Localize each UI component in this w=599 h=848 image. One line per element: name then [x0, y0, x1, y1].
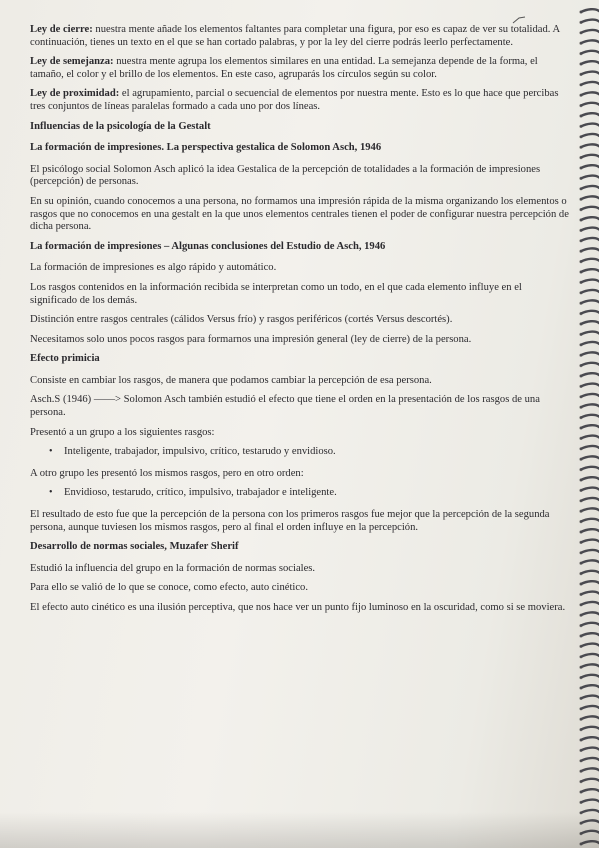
- spiral-coil: [581, 196, 599, 199]
- spiral-coil: [581, 404, 599, 407]
- spiral-coil: [581, 134, 599, 137]
- spiral-coil: [581, 602, 599, 605]
- body-paragraph: Necesitamos solo unos pocos rasgos para formarnos una impresión general (ley de cierre) de la persona.: [30, 333, 472, 345]
- spiral-coil: [581, 332, 599, 335]
- spiral-coil: [581, 529, 599, 532]
- definition-text: el agrupamiento, parcial o secuencial de elementos por nuestra mente. Esto es lo que hace que percibas tres conjuntos de líneas paralelas formado a cada uno por dos líneas.: [30, 88, 559, 112]
- spiral-coil: [581, 321, 599, 324]
- spiral-coil: [581, 144, 599, 147]
- spiral-coil: [581, 800, 599, 803]
- spiral-coil: [581, 269, 599, 272]
- spiral-coil: [581, 238, 599, 241]
- spiral-coil: [581, 311, 599, 314]
- spiral-coil: [581, 82, 599, 85]
- spiral-coil: [581, 186, 599, 189]
- spiral-coil: [581, 560, 599, 563]
- spiral-coil: [581, 737, 599, 740]
- spiral-coil: [581, 446, 599, 449]
- spiral-coil: [581, 831, 599, 834]
- definition-term: Ley de proximidad:: [30, 88, 120, 100]
- spiral-coil: [581, 664, 599, 667]
- spiral-coil: [581, 456, 599, 459]
- spiral-coil: [581, 92, 599, 95]
- spiral-coil: [581, 758, 599, 761]
- spiral-coil: [581, 706, 599, 709]
- spiral-coil: [581, 810, 599, 813]
- spiral-coil: [581, 248, 599, 251]
- pen-mark-icon: [512, 16, 526, 24]
- body-paragraph: Distinción entre rasgos centrales (cálidos Versus frío) y rasgos periféricos (cortés Versus descortés).: [30, 314, 453, 326]
- spiral-coil: [581, 467, 599, 470]
- definition-term: Ley de semejanza:: [30, 56, 114, 68]
- definition-text: nuestra mente agrupa los elementos similares en una entidad. La semejanza depende de la forma, el tamaño, el color y el brillo de los elementos. En este caso, agruparás los círculos según su color.: [30, 56, 538, 80]
- spiral-coil: [581, 488, 599, 491]
- spiral-coil: [581, 654, 599, 657]
- spiral-coil: [581, 51, 599, 54]
- definition-paragraph: [30, 56, 570, 81]
- spiral-coil: [581, 612, 599, 615]
- spiral-coil: [581, 217, 599, 220]
- spiral-binding-icon: [559, 0, 599, 848]
- bullet-item: [30, 487, 570, 500]
- spiral-coil: [581, 716, 599, 719]
- spiral-coil: [581, 550, 599, 553]
- body-paragraph: Consiste en cambiar los rasgos, de manera que podamos cambiar la percepción de esa persona.: [30, 374, 432, 386]
- spiral-coil: [581, 165, 599, 168]
- spiral-coil: [581, 592, 599, 595]
- spiral-coil: [581, 342, 599, 345]
- spiral-coil: [581, 768, 599, 771]
- spiral-coil: [581, 207, 599, 210]
- spiral-coil: [581, 352, 599, 355]
- body-paragraph: Asch.S (1946) ——> Solomon Asch también estudió el efecto que tiene el orden en la presentación de los rasgos de una persona.: [30, 394, 540, 419]
- spiral-coil: [581, 841, 599, 844]
- body-paragraph: A otro grupo les presentó los mismos rasgos, pero en otro orden:: [30, 467, 304, 479]
- spiral-coil: [581, 373, 599, 376]
- spiral-coil: [581, 290, 599, 293]
- spiral-coil: [581, 789, 599, 792]
- spiral-coil: [581, 498, 599, 501]
- body-paragraph: Para ello se valió de lo que se conoce, como efecto, auto cinético.: [30, 582, 308, 594]
- spiral-coil: [581, 300, 599, 303]
- definition-text: nuestra mente añade los elementos faltantes para completar una figura, por eso es capaz de ver su totalidad. A continuación, tienes un texto en el que se han cortado palabras, y por la ley del cierre podrás leerlo perfectamente.: [30, 24, 560, 48]
- bullet-text: Inteligente, trabajador, impulsivo, crítico, testarudo y envidioso.: [64, 446, 336, 458]
- body-paragraph: El efecto auto cinético es una ilusión perceptiva, que nos hace ver un punto fijo luminoso en la oscuridad, como si se moviera.: [30, 602, 566, 613]
- spiral-coil: [581, 436, 599, 439]
- spiral-coil: [581, 124, 599, 127]
- definition-term: Ley de cierre:: [30, 24, 93, 35]
- spiral-coil: [581, 113, 599, 116]
- body-paragraph: La formación de impresiones es algo rápido y automático.: [30, 262, 277, 274]
- spiral-coil: [581, 40, 599, 43]
- spiral-coil: [581, 633, 599, 636]
- definition-paragraph: [30, 24, 570, 49]
- body-paragraph: En su opinión, cuando conocemos a una persona, no formamos una impresión rápida de la misma organizando los elementos o rasgos que no conocemos en una gestalt en la que unos elementos centrales tienen el poder de configurar nuestra percepción de dicha persona.: [30, 195, 569, 233]
- spiral-coil: [581, 685, 599, 688]
- spiral-coil: [581, 425, 599, 428]
- section-heading: Desarrollo de normas sociales, Muzafer Sherif: [30, 541, 239, 553]
- spiral-coil: [581, 540, 599, 543]
- spiral-coil: [581, 519, 599, 522]
- spiral-coil: [581, 280, 599, 283]
- spiral-coil: [581, 571, 599, 574]
- spiral-coil: [581, 623, 599, 626]
- spiral-coil: [581, 228, 599, 231]
- bullet-text: Envidioso, testarudo, crítico, impulsivo, trabajador e inteligente.: [64, 487, 337, 499]
- bullet-icon: •: [49, 487, 53, 499]
- spiral-coil: [581, 820, 599, 823]
- bullet-icon: •: [49, 446, 53, 458]
- spiral-coil: [581, 727, 599, 730]
- spiral-coil: [581, 779, 599, 782]
- spiral-coil: [581, 644, 599, 647]
- document-body: [30, 24, 570, 622]
- body-paragraph: El psicólogo social Solomon Asch aplicó la idea Gestalica de la percepción de totalidades a la formación de impresiones (percepción) de personas.: [30, 163, 541, 188]
- spiral-coil: [581, 30, 599, 33]
- bullet-item: [30, 446, 570, 459]
- spiral-coil: [581, 748, 599, 751]
- spiral-coil: [581, 103, 599, 106]
- body-paragraph: Estudió la influencia del grupo en la formación de normas sociales.: [30, 562, 316, 574]
- spiral-coil: [581, 259, 599, 262]
- spiral-coil: [581, 675, 599, 678]
- body-paragraph: El resultado de esto fue que la percepción de la persona con los primeros rasgos fue mejor que la percepción de la segunda persona, aunque tuviesen los mismos rasgos, pero al final el orden influye en la percepción.: [30, 509, 550, 533]
- spiral-coil: [581, 394, 599, 397]
- section-heading: Influencias de la psicología de la Gestalt: [30, 120, 211, 132]
- spiral-coil: [581, 696, 599, 699]
- spiral-coil: [581, 581, 599, 584]
- definition-paragraph: [30, 88, 570, 113]
- spiral-coil: [581, 61, 599, 64]
- body-paragraph: Presentó a un grupo a los siguientes rasgos:: [30, 426, 215, 438]
- body-paragraph: Los rasgos contenidos en la información recibida se interpretan como un todo, en el que cada elemento influye en el significado de los demás.: [30, 281, 522, 306]
- spiral-coil: [581, 384, 599, 387]
- section-heading: La formación de impresiones. La perspectiva gestalica de Solomon Asch, 1946: [30, 142, 382, 154]
- section-heading: Efecto primicia: [30, 353, 100, 365]
- spiral-coil: [581, 9, 599, 12]
- spiral-coil: [581, 72, 599, 75]
- spiral-coil: [581, 176, 599, 179]
- spiral-coil: [581, 415, 599, 418]
- spiral-coil: [581, 20, 599, 23]
- page-shadow: [0, 812, 599, 848]
- spiral-coil: [581, 508, 599, 511]
- spiral-coil: [581, 477, 599, 480]
- spiral-coil: [581, 155, 599, 158]
- spiral-coil: [581, 363, 599, 366]
- section-heading: La formación de impresiones – Algunas conclusiones del Estudio de Asch, 1946: [30, 240, 386, 252]
